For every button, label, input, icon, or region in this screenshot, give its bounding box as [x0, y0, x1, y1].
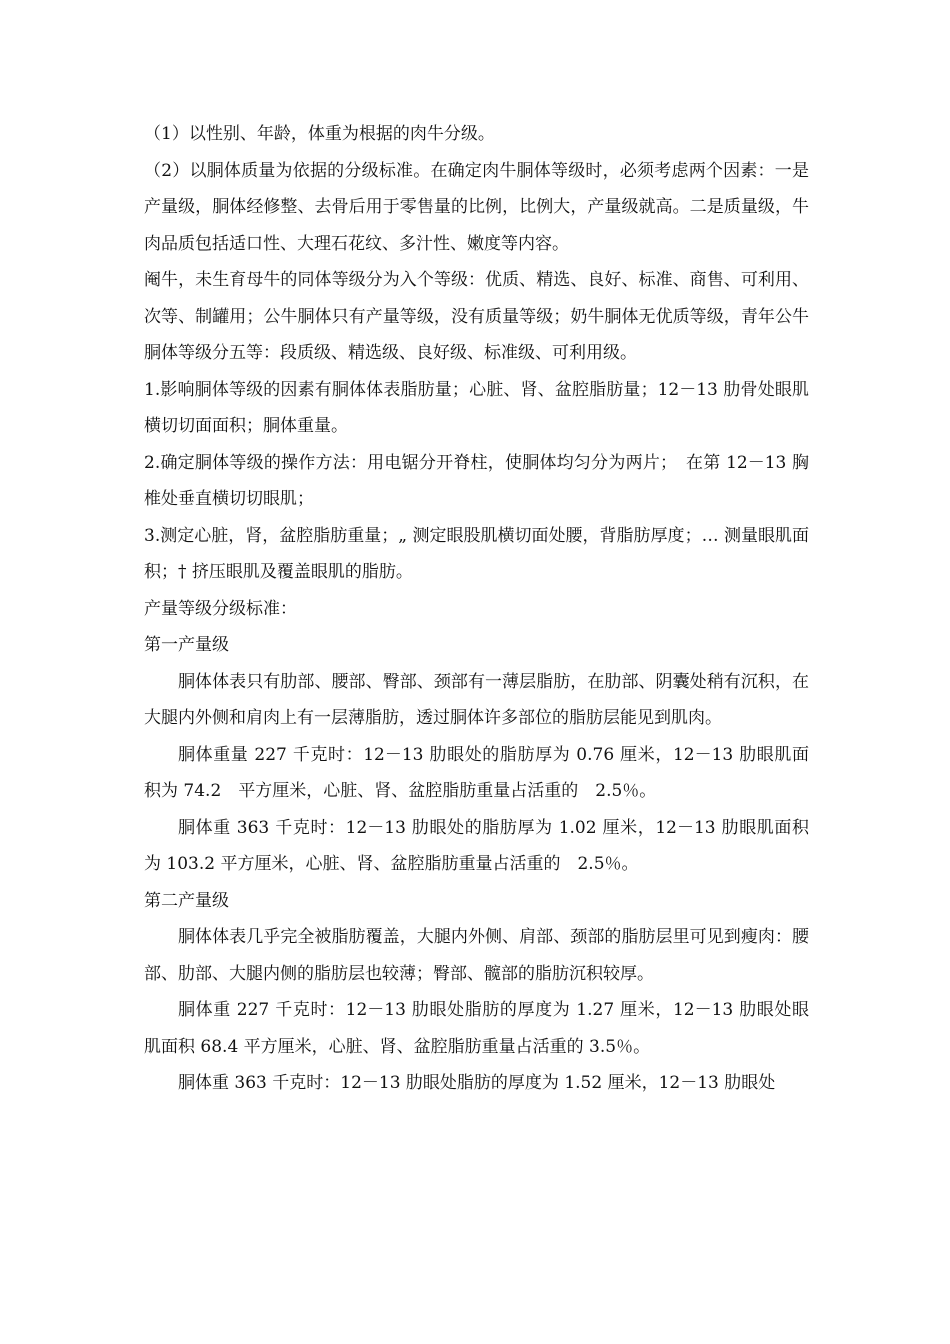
document-body — [144, 116, 809, 1102]
paragraph: 胴体重 363 千克时：12－13 肋眼处的脂肪厚为 1.02 厘米，12－13 肋眼肌面积为 103.2 平方厘米，心脏、肾、盆腔脂肪重量占活重的 2.5％。 — [144, 817, 809, 874]
paragraph: （2）以胴体质量为依据的分级标准。在确定肉牛胴体等级时，必须考虑两个因素：一是产量级，胴体经修整、去骨后用于零售量的比例，比例大，产量级就高。二是质量级，牛肉品质包括适口性、大理石花纹、多汁性、嫩度等内容。 — [144, 160, 809, 254]
paragraph: 胴体重 227 千克时：12－13 肋眼处脂肪的厚度为 1.27 厘米，12－13 肋眼处眼肌面积 68.4 平方厘米，心脏、肾、盆腔脂肪重量占活重的 3.5％。 — [144, 1000, 809, 1057]
paragraph: 胴体重量 227 千克时：12－13 肋眼处的脂肪厚为 0.76 厘米，12－13 肋眼肌面积为 74.2 平方厘米，心脏、肾、盆腔脂肪重量占活重的 2.5％。 — [144, 744, 809, 801]
paragraph: 产量等级分级标准： — [144, 598, 297, 619]
paragraph: 1.影响胴体等级的因素有胴体体表脂肪量；心脏、肾、盆腔脂肪量；12－13 肋骨处眼肌横切切面面积；胴体重量。 — [144, 379, 809, 436]
paragraph: 2.确定胴体等级的操作方法：用电锯分开脊柱，使胴体均匀分为两片； 在第 12－13 胸椎处垂直横切切眼肌； — [144, 452, 809, 509]
paragraph: 胴体体表几乎完全被脂肪覆盖，大腿内外侧、肩部、颈部的脂肪层里可见到瘦肉：腰部、肋部、大腿内侧的脂肪层也较薄；臀部、髋部的脂肪沉积较厚。 — [144, 927, 809, 984]
paragraph: 第二产量级 — [144, 890, 229, 911]
paragraph: 3.测定心脏，肾，盆腔脂肪重量；„ 测定眼股肌横切面处腰，背脂肪厚度；… 测量眼肌面积；† 挤压眼肌及覆盖眼肌的脂肪。 — [144, 525, 809, 582]
paragraph: （1）以性别、年龄，体重为根据的肉牛分级。 — [144, 124, 495, 144]
paragraph: 胴体体表只有肋部、腰部、臀部、颈部有一薄层脂肪，在肋部、阴囊处稍有沉积，在大腿内外侧和肩肉上有一层薄脂肪，透过胴体许多部位的脂肪层能见到肌肉。 — [144, 671, 809, 728]
paragraph: 胴体重 363 千克时：12－13 肋眼处脂肪的厚度为 1.52 厘米，12－13 肋眼处 — [178, 1073, 776, 1093]
paragraph: 第一产量级 — [144, 635, 229, 655]
paragraph: 阉牛，未生育母牛的同体等级分为入个等级：优质、精选、良好、标准、商售、可利用、次等、制罐用；公牛胴体只有产量等级，没有质量等级；奶牛胴体无优质等级，青年公牛胴体等级分五等：段质级、精选级、良好级、标准级、可利用级。 — [144, 270, 809, 363]
